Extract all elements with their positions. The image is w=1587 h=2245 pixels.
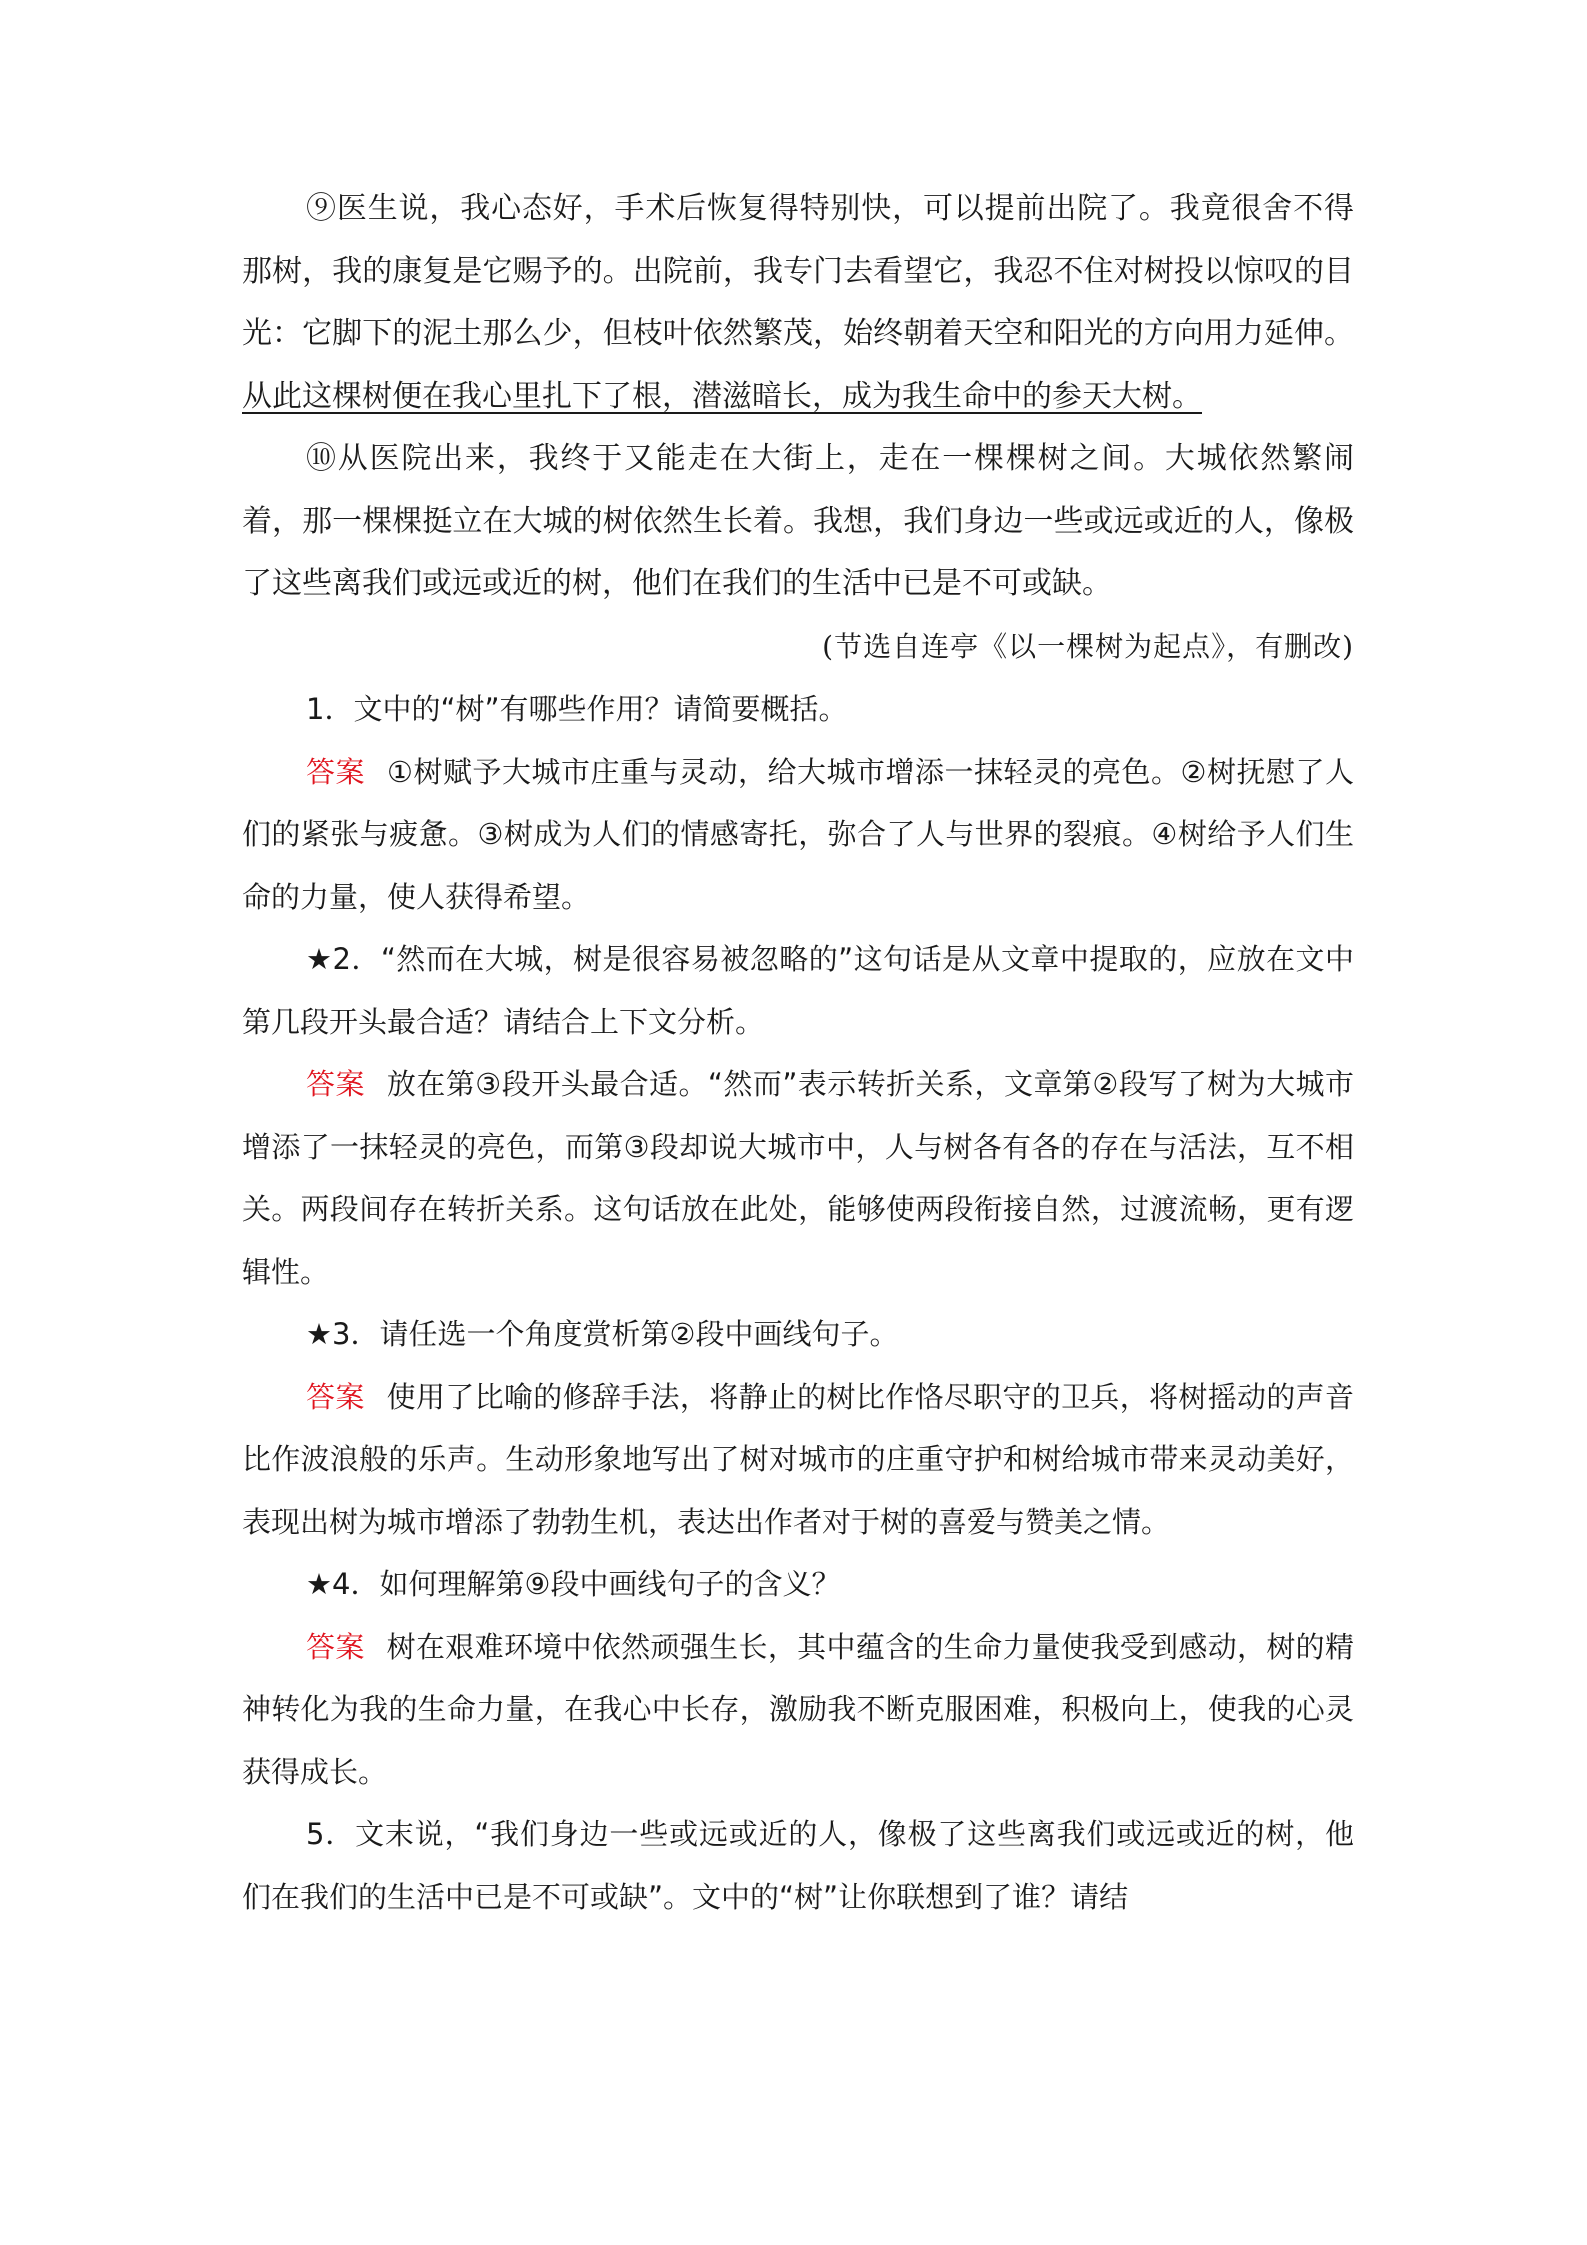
question-3: ★3．请任选一个角度赏析第②段中画线句子。 [306,1317,899,1351]
p9-underlined-sentence: 从此这棵树便在我心里扎下了根，潜滋暗长，成为我生命中的参天大树。 [242,378,1202,414]
passage-paragraph-9 [242,178,1354,428]
question-5: 5．文末说，“我们身边一些或远或近的人，像极了这些离我们或远或近的树，他们在我们的生活中已是不可或缺”。文中的“树”让你联想到了谁？请结 [242,1817,1354,1914]
answer-3 [242,1366,1354,1554]
passage-source: (节选自连亭《以一棵树为起点》，有删改) [822,629,1354,663]
answer-4-text: 树在艰难环境中依然顽强生长，其中蕴含的生命力量使我受到感动，树的精神转化为我的生命力量，在我心中长存，激励我不断克服困难，积极向上，使我的心灵获得成长。 [242,1629,1354,1789]
document-page [242,178,1354,1928]
answer-label: 答案 [306,1629,365,1664]
answer-label: 答案 [306,1067,365,1101]
answer-1-text: ①树赋予大城市庄重与灵动，给大城市增添一抹轻灵的亮色。②树抚慰了人们的紧张与疲惫。③树成为人们的情感寄托，弥合了人与世界的裂痕。④树给予人们生命的力量，使人获得希望。 [242,754,1354,914]
question-2: ★2．“然而在大城，树是很容易被忽略的”这句话是从文章中提取的，应放在文中第几段开头最合适？请结合上下文分析。 [242,942,1354,1039]
answer-2 [242,1053,1354,1303]
p9-text: ⑨医生说，我心态好，手术后恢复得特别快，可以提前出院了。我竟很舍不得那树，我的康复是它赐予的。出院前，我专门去看望它，我忍不住对树投以惊叹的目光：它脚下的泥土那么少，但枝叶依然繁茂，始终朝着天空和阳光的方向用力延伸。 [242,191,1354,351]
answer-2-text: 放在第③段开头最合适。“然而”表示转折关系，文章第②段写了树为大城市增添了一抹轻灵的亮色，而第③段却说大城市中，人与树各有各的存在与活法，互不相关。两段间存在转折关系。这句话放在此处，能够使两段衔接自然，过渡流畅，更有逻辑性。 [242,1067,1354,1289]
passage-paragraph-10: ⑩从医院出来，我终于又能走在大街上，走在一棵棵树之间。大城依然繁闹着，那一棵棵挺立在大城的树依然生长着。我想，我们身边一些或远或近的人，像极了这些离我们或远或近的树，他们在我们的生活中已是不可或缺。 [242,441,1354,601]
question-4: ★4．如何理解第⑨段中画线句子的含义？ [306,1567,841,1601]
answer-label: 答案 [306,1379,365,1414]
answer-4 [242,1616,1354,1804]
answer-3-text: 使用了比喻的修辞手法，将静止的树比作恪尽职守的卫兵，将树摇动的声音比作波浪般的乐声。生动形象地写出了树对城市的庄重守护和树给城市带来灵动美好，表现出树为城市增添了勃勃生机，表达出作者对于树的喜爱与赞美之情。 [242,1379,1354,1539]
question-1: 1．文中的“树”有哪些作用？请简要概括。 [306,692,848,726]
answer-1 [242,741,1354,929]
answer-label: 答案 [306,754,365,789]
